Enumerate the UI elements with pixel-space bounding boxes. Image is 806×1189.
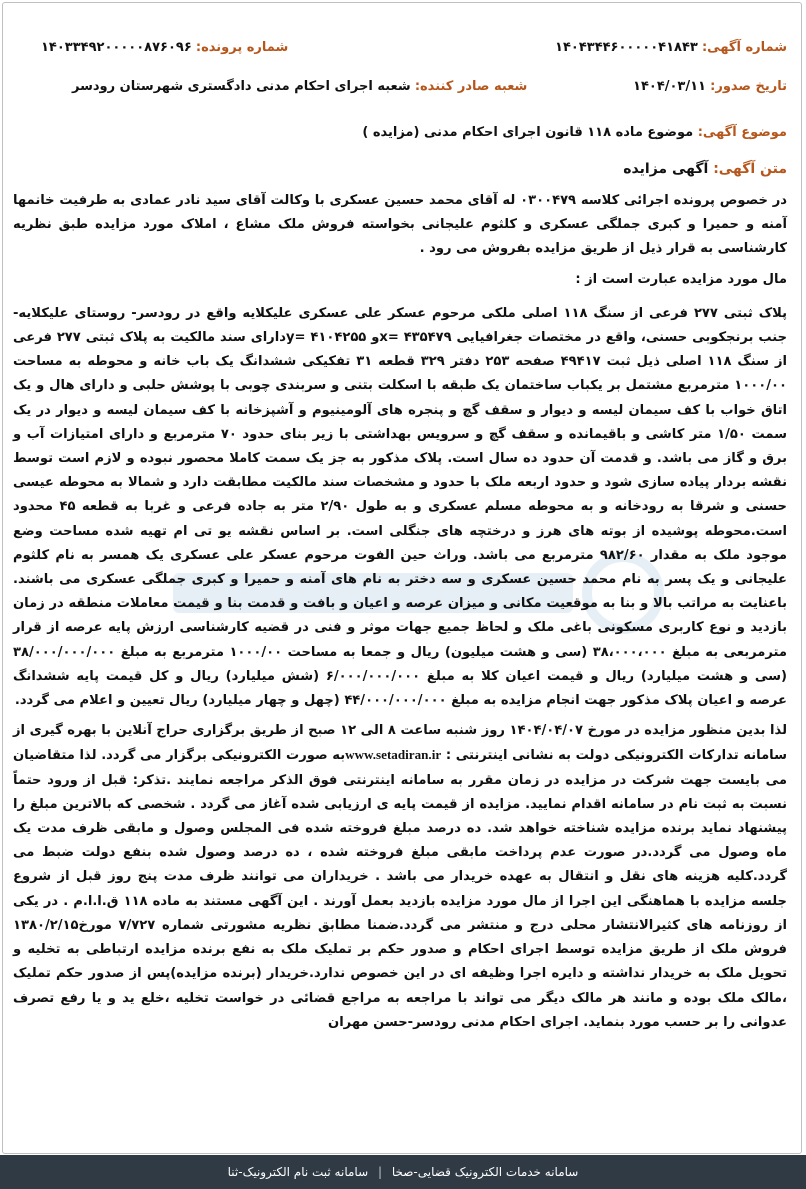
subject-label: موضوع آگهی: [697,125,787,140]
issue-date-label: تاریخ صدور: [710,79,787,94]
header-row-2 [17,76,787,98]
auction-terms-part-2: به صورت الکترونیکی برگزار می گردد. لذا متقاضیان می بایست جهت شرکت در مزایده در زمان مقرر به سامانه اینترنتی فوق الذکر مراجعه نمایند .تذکر: قبل از ورود حتماً نسبت به ثبت نام در سامانه اقدام نمایید. مزایده از قیمت پایه ی ارزیابی شده آغاز می گردد . شخصی که بالاترین مبلغ را پیشنهاد نماید برنده مزایده شناخته خواهد شد. ده درصد مبلغ فروخته شده فی المجلس وصول و مابقی ظرف مدت یک ماه وصول می گردد.در صورت عدم پرداخت مابقی مبلغ فروخته شده ، ده درصد وصول شده بنفع دولت ضبط می گردد.کلیه هزینه های نقل و انتقال به عهده خریدار می باشد . خریداران می توانند ظرف مدت پنج روز قبل از شروع جلسه مزایده با هماهنگی این اجرا از مال مورد مزایده بازدید بعمل آورند . این آگهی مستند به ماده ۱۱۸ ق.ا.ا.م . در یکی از روزنامه های کثیرالانتشار محلی درج و منتشر می گردد.ضمنا مطابق نظریه مشورتی شماره ۷/۷۲۷ مورخ۱۳۸۰/۲/۱۵ فروش ملک از طریق مزایده توسط اجرای احکام و صدور حکم بر تملیک ملک به نفع برنده مزایده ارتباطی به تخلیه و تحویل ملک به خریدار نداشته و دایره اجرا وظیفه ای در این خصوص ندارد.خریدار (برنده مزایده)پس از صدور حکم تملیک ،مالک ملک بوده و مانند هر مالک دیگر می تواند با مراجعه به مراجع قضائی در خواست تخلیه ،خلع ید و یا رفع تصرف عدوانی را بر حسب مورد بنماید. اجرای احکام مدنی رودسر-حسن مهران [13,748,787,1030]
notice-text-label: متن آگهی: [713,161,787,177]
case-number-label: شماره پرونده: [195,40,289,55]
case-number-value: ۱۴۰۳۳۴۹۲۰۰۰۰۰۸۷۶۰۹۶ [41,40,192,55]
notice-number [555,37,787,59]
notice-text-heading [623,161,787,177]
body-paragraph-auction-terms [13,719,787,1035]
header-row-1 [17,37,787,59]
notice-frame [2,2,802,1154]
notice-body [13,189,787,1041]
notice-title: آگهی مزایده [623,161,709,177]
issuer-label: شعبه صادر کننده: [414,79,528,94]
auction-terms-part-1: لذا بدین منظور مزایده در مورخ ۱۴۰۴/۰۴/۰۷ روز شنبه ساعت ۸ الی ۱۲ صبح از طریق برگزاری حراج آنلاین با بهره گیری از سامانه تدارکات الکترونیکی دولت به نشانی اینترنتی : [13,723,787,764]
notice-number-label: شماره آگهی: [701,40,787,55]
case-number [41,37,288,59]
issue-date-value: ۱۴۰۴/۰۳/۱۱ [633,79,706,94]
issue-date [633,76,787,98]
footer-link-sakha[interactable]: سامانه خدمات الکترونیک قضایی-صخا [391,1165,579,1179]
issuer-value: شعبه اجرای احکام مدنی دادگستری شهرستان رودسر [72,79,411,94]
body-paragraph-description: پلاک ثبتی ۲۷۷ فرعی از سنگ ۱۱۸ اصلی ملکی مرحوم عسکر علی عسکری علیکلایه واقع در رودسر- روستای علیکلایه- جنب برنجکوبی حسنی، واقع در مختصات جغرافیایی ۴۳۵۴۷۹ =xو ۴۱۰۴۲۵۵ =yدارای سند مالکیت به پلاک ثبتی ۲۷۷ فرعی از سنگ ۱۱۸ اصلی ذیل ثبت ۴۹۴۱۷ صفحه ۲۵۳ دفتر ۳۲۹ قطعه ۳۱ تفکیکی ششدانگ یک باب خانه و محوطه به مساحت ۱۰۰۰/۰۰ مترمربع مشتمل بر یکباب ساختمان یک طبقه با اسکلت بتنی و سربندی چوبی با پوشش حلبی و دارای هال و یک اتاق خواب با کف سیمان لیسه و دیوار و سقف گچ و پنجره های آلومینیوم و آشپزخانه با کف سیمان لیسه و دیوار در یک سمت ۱/۵۰ متر کاشی و باقیمانده و سقف گچ و سرویس بهداشتی با زیر بنای حدود ۷۰ مترمربع و دارای امتیازات آب و برق و گاز می باشد. و قدمت آن حدود ده سال است. پلاک مذکور به جز یک سمت کاملا محصور نبوده و لازم است توسط نقشه بردار پیاده سازی شود و حدود اربعه ملک با حدود و مشخصات سند مالکیت مطابقت دارد و شمالا به محوطه عیسی حسنی و شرقا به رودخانه و به محوطه مسلم عسکری و به طول ۲/۹۰ متر به جاده فرعی و غربا به قطعه ۴۵ محدود است.محوطه پوشیده از بوته های هرز و درختچه های جنگلی است. بر اساس نقشه یو تی ام تهیه شده مساحت وضع موجود ملک به مقدار ۹۸۲/۶۰ مترمربع می باشد. وراث حین الفوت مرحوم عسکر علی عسکری یک همسر به نام کلثوم علیجانی و یک پسر به نام محمد حسین عسکری و سه دختر به نام های آمنه و حمیرا و کبری جملگی عسکری می باشند. باعنایت به مراتب بالا و بنا به موقعیت مکانی و میزان عرصه و اعیان و بافت و قدمت بنا و قیمت معاملات منطقه در زمان بازدید و نوع کاربری مسکونی باغی ملک و لحاظ جمیع جهات موثر و فنی در قضیه کارشناسی ارزش پایه عرصه از قرار مترمربعی به مبلغ ۳۸،۰۰۰،۰۰۰ (سی و هشت میلیون) ریال و جمعا به مساحت ۱۰۰۰/۰۰ مترمربع به مبلغ ۳۸/۰۰۰/۰۰۰/۰۰۰ (سی و هشت میلیارد) ریال و قیمت اعیان کلا به مبلغ ۶/۰۰۰/۰۰۰/۰۰۰ (شش میلیارد) ریال و کل قیمت پایه ششدانگ عرصه و اعیان پلاک مذکور جهت انجام مزایده به مبلغ ۴۴/۰۰۰/۰۰۰/۰۰۰ (چهل و چهار میلیارد) ریال تعیین و اعلام می گردد. [13,305,788,709]
subject [362,125,787,140]
setadiran-link[interactable]: www.setadiran.ir [345,747,442,763]
body-paragraph-item-heading: مال مورد مزایده عبارت است از : [575,271,787,287]
issuer [72,76,527,98]
footer-bar [0,1155,806,1189]
subject-text: موضوع ماده ۱۱۸ قانون اجرای احکام مدنی (مزایده ) [362,125,694,140]
footer-link-sana[interactable]: سامانه ثبت نام الکترونیک-ثنا [227,1165,369,1179]
notice-number-value: ۱۴۰۴۳۴۴۶۰۰۰۰۰۴۱۸۴۳ [555,40,698,55]
body-paragraph-intro: در خصوص پرونده اجرائی کلاسه ۰۳۰۰۴۷۹ له آقای محمد حسین عسکری با وکالت آقای سید نادر عمادی به طرفیت خانمها آمنه و حمیرا و کبری جملگی عسکری و کلثوم علیجانی بخواسته فروش ملک مشاع ، املاک مورد مزایده طبق نظریه کارشناسی به قرار ذیل از طریق مزایده بفروش می رود . [13,193,788,257]
footer-separator: | [377,1165,382,1179]
